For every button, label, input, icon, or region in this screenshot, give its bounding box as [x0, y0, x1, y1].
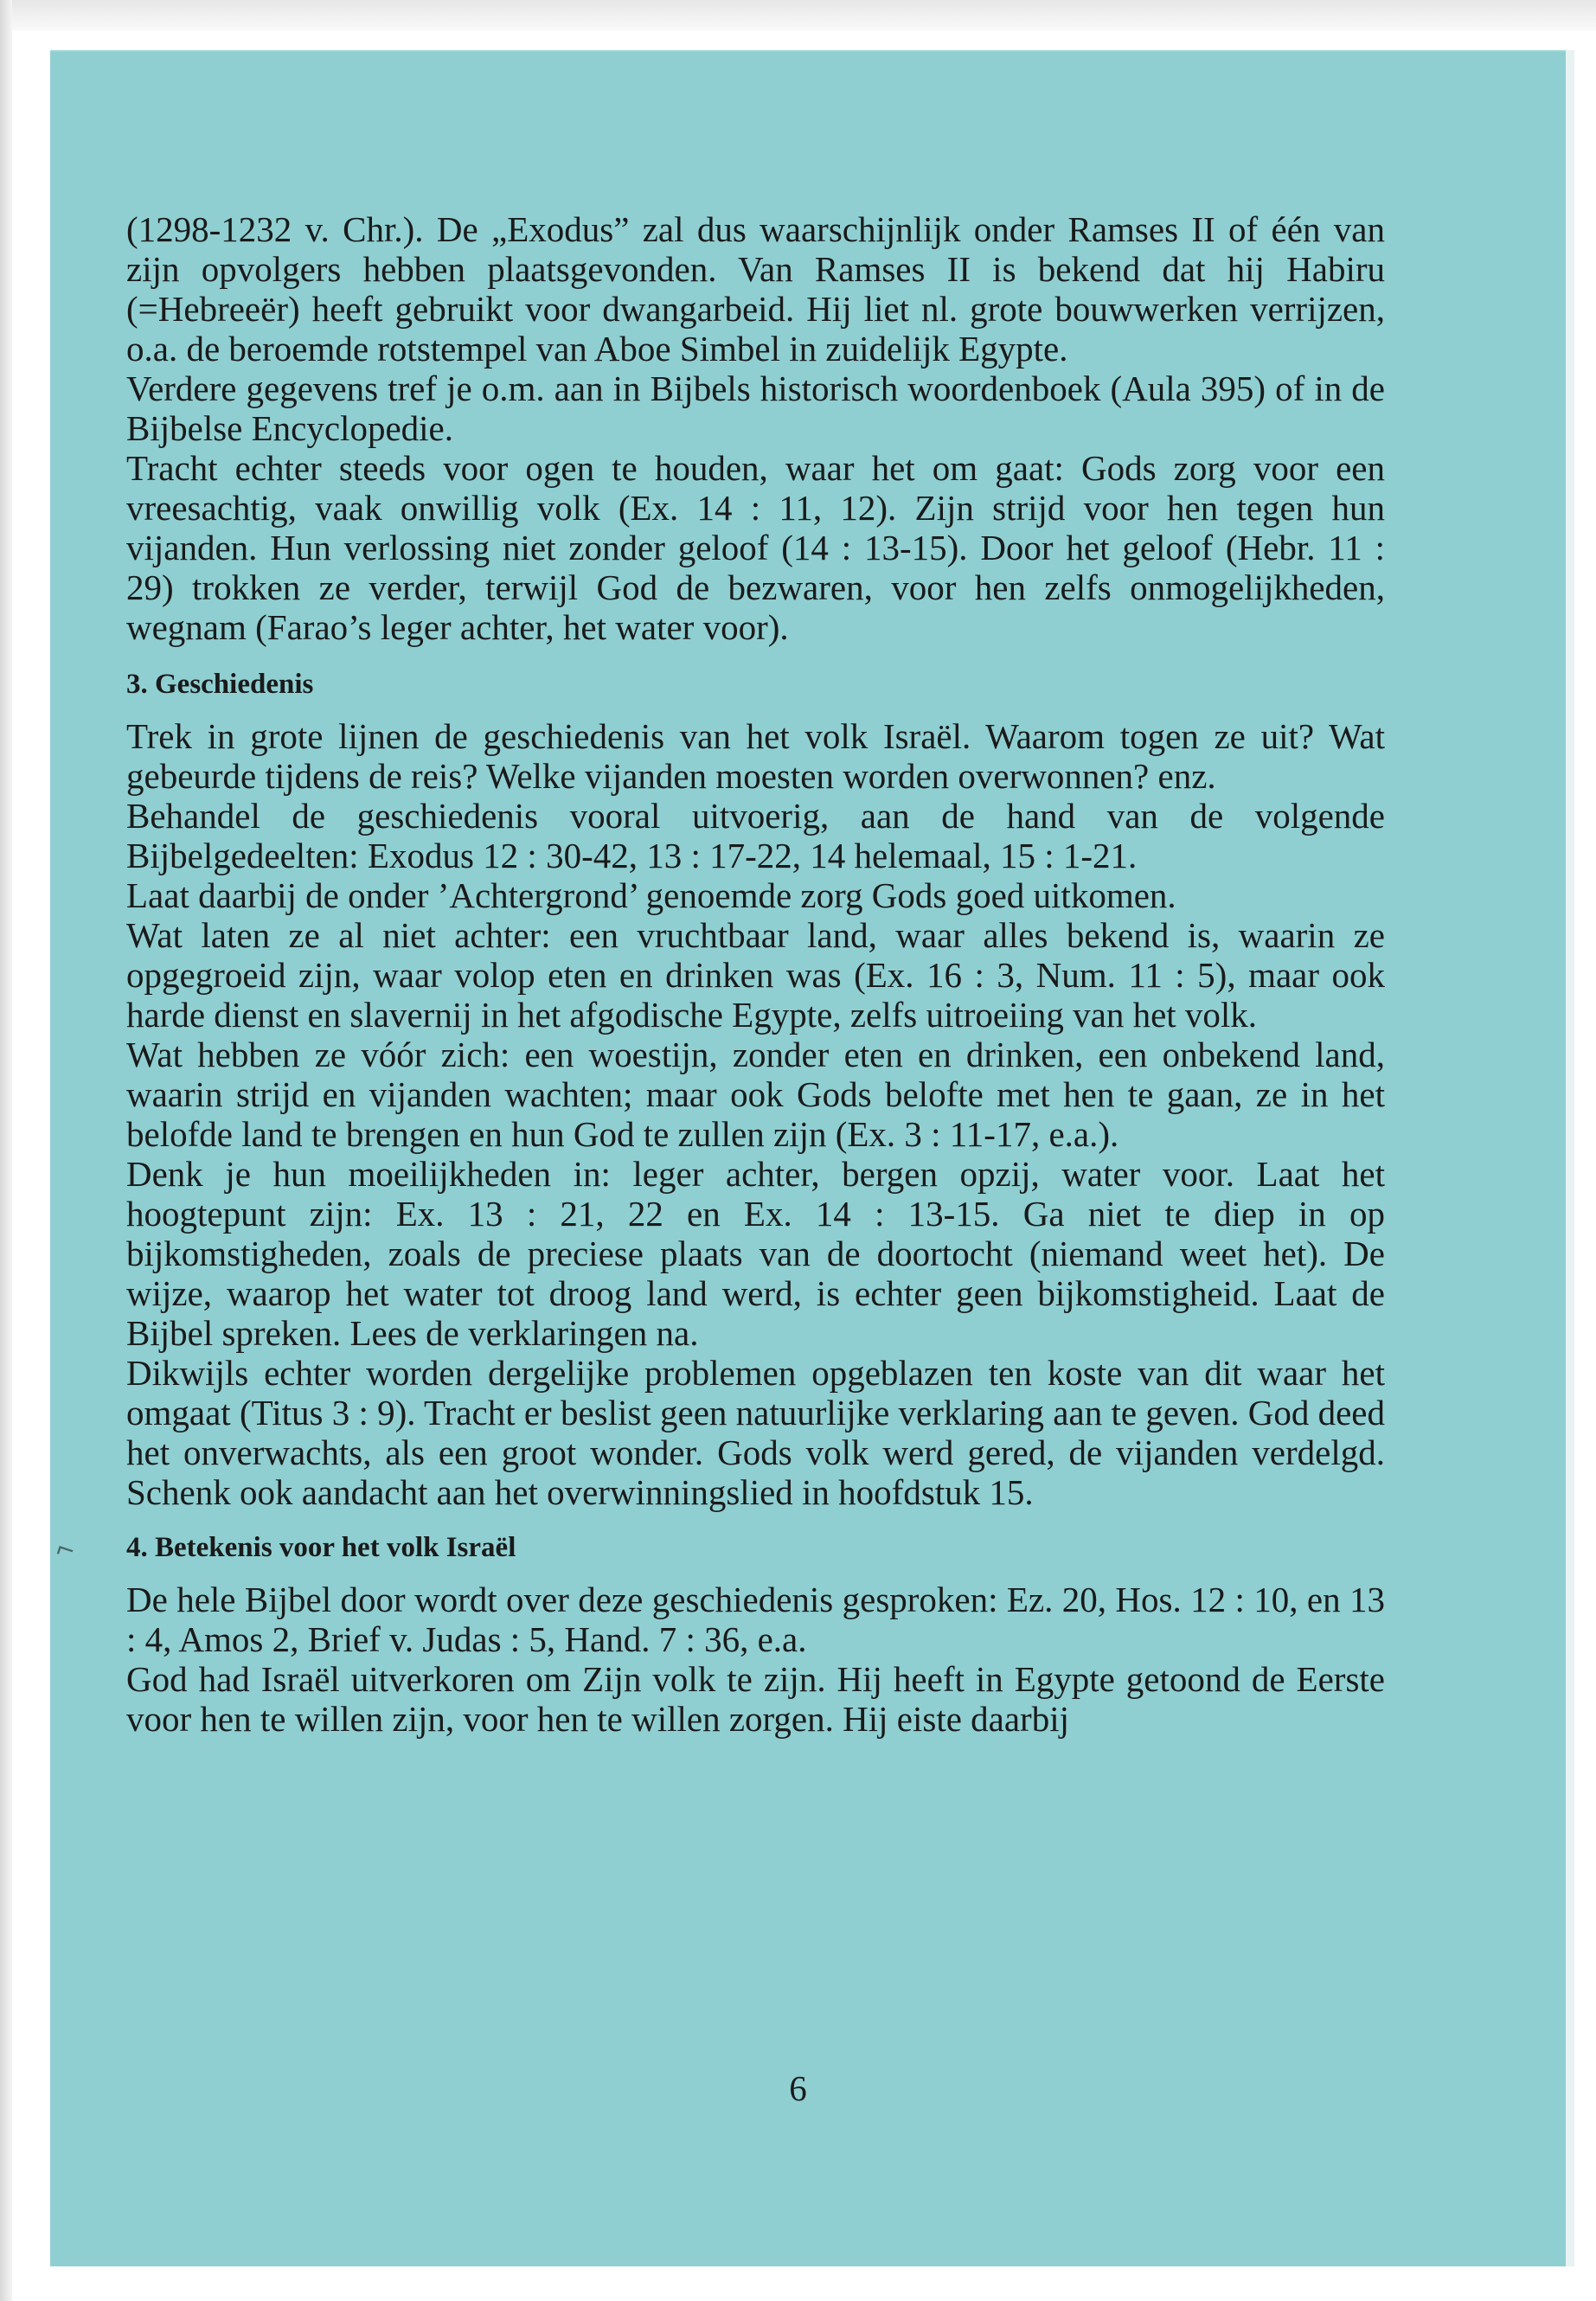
paragraph-ramses: (1298-1232 v. Chr.). De „Exodus” zal dus waarschijnlijk onder Ramses II of één van zijn opvolgers hebben plaatsgevonden. Van Ramses II is bekend dat hij Habiru (=Hebreeër) heeft gebruikt voor dwangarbeid. Hij liet nl. grote bouwwerken verrijzen, o.a. de beroemde rotstempel van Aboe Simbel in zuidelijk Egypte. [126, 209, 1385, 369]
paragraph-achtergrond: Laat daarbij de onder ’Achtergrond’ genoemde zorg Gods goed uitkomen. [126, 875, 1176, 915]
paragraph-whole-bible: De hele Bijbel door wordt over deze geschiedenis gesproken: Ez. 20, Hos. 12 : 10, en 13 : 4, Amos 2, Brief v. Judas : 5, Hand. 7 : 36, e.a. [126, 1580, 1385, 1659]
paragraph-bible-passages: Behandel de geschiedenis vooral uitvoerig, aan de hand van de volgende Bijbelgedeelten: Exodus 12 : 30-42, 13 : 17-22, 14 helemaal, 15 : 1-21. [126, 796, 1385, 875]
paragraph-ahead: Wat hebben ze vóór zich: een woestijn, zonder eten en drinken, een onbekend land, waarin strijd en vijanden wachten; maar ook Gods belofte met hen te gaan, ze in het belofde land te brengen en hun God te zullen zijn (Ex. 3 : 11-17, e.a.). [126, 1035, 1385, 1154]
paragraph-chosen-people: God had Israël uitverkoren om Zijn volk te zijn. Hij heeft in Egypte getoond de Eerste voor hen te willen zijn, voor hen te willen zorgen. Hij eiste daarbij [126, 1659, 1385, 1739]
section-heading-geschiedenis: 3. Geschiedenis [126, 669, 314, 700]
scan-top-shadow [0, 0, 1596, 31]
section-heading-betekenis: 4. Betekenis voor het volk Israël [126, 1532, 516, 1563]
paragraph-outline: Trek in grote lijnen de geschiedenis van het volk Israël. Waarom togen ze uit? Wat gebeurde tijdens de reis? Welke vijanden moesten worden overwonnen? enz. [126, 716, 1385, 796]
paragraph-difficulties: Denk je hun moeilijkheden in: leger achter, bergen opzij, water voor. Laat het hoogtepunt zijn: Ex. 13 : 21, 22 en Ex. 14 : 13-15. Ga niet te diep in op bijkomstigheden, zoals de preciese plaats van de doortocht (niemand weet het). De wijze, waarop het water tot droog land werd, is echter geen bijkomstigheid. Laat de Bijbel spreken. Lees de verklaringen na. [126, 1154, 1385, 1353]
margin-pencil-mark: ⌐ [52, 1530, 80, 1568]
page-number: 6 [789, 2068, 807, 2108]
page-body [126, 209, 1385, 1739]
scan-left-shadow [0, 0, 12, 2301]
paragraph-left-behind: Wat laten ze al niet achter: een vruchtbaar land, waar alles bekend is, waarin ze opgegroeid zijn, waar volop eten en drinken was (Ex. 16 : 3, Num. 11 : 5), maar ook harde dienst en slavernij in het afgodische Egypte, zelfs uitroeiing van het volk. [126, 915, 1385, 1035]
paragraph-references: Verdere gegevens tref je o.m. aan in Bijbels historisch woordenboek (Aula 395) of in de Bijbelse Encyclopedie. [126, 369, 1385, 448]
paragraph-gods-care: Tracht echter steeds voor ogen te houden, waar het om gaat: Gods zorg voor een vreesachtig, vaak onwillig volk (Ex. 14 : 11, 12). Zijn strijd voor hen tegen hun vijanden. Hun verlossing niet zonder geloof (14 : 13-15). Door het geloof (Hebr. 11 : 29) trokken ze verder, terwijl God de bezwaren, voor hen zelfs onmogelijkheden, wegnam (Farao’s leger achter, het water voor). [126, 448, 1385, 647]
page-right-edge [1566, 50, 1574, 2266]
paragraph-problems: Dikwijls echter worden dergelijke problemen opgeblazen ten koste van dit waar het omgaat (Titus 3 : 9). Tracht er beslist geen natuurlijke verklaring aan te geven. God deed het onverwachts, als een groot wonder. Gods volk werd gered, de vijanden verdelgd. Schenk ook aandacht aan het overwinningslied in hoofdstuk 15. [126, 1353, 1385, 1512]
